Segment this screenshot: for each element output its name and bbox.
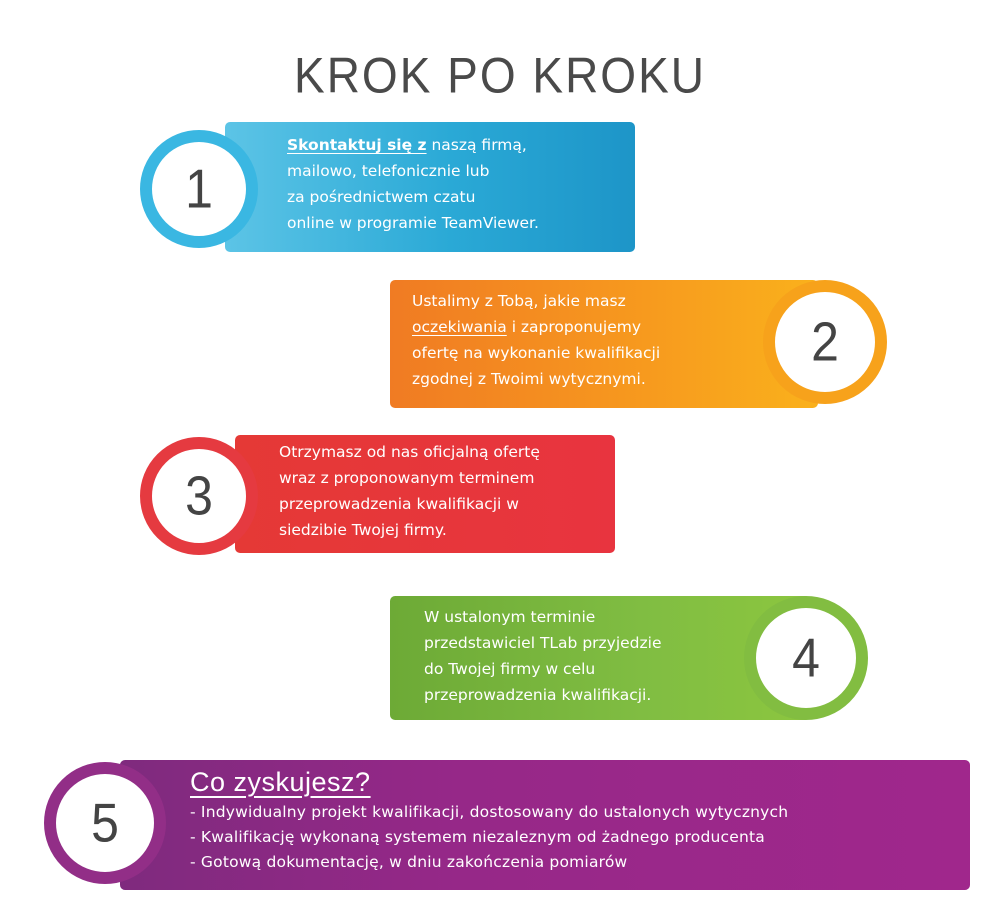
step-3-badge xyxy=(140,437,258,555)
step-2-text xyxy=(412,288,818,392)
step-2-line-2: i zaproponujemy xyxy=(506,318,641,336)
step-2-line-4: zgodnej z Twoimi wytycznymi. xyxy=(412,370,646,388)
step-2-badge xyxy=(763,280,887,404)
page-title: KROK PO KROKU xyxy=(294,46,706,104)
step-1-number: 1 xyxy=(185,158,213,220)
step-5-panel xyxy=(120,760,970,890)
step-1-badge xyxy=(140,130,258,248)
benefit-item: - Kwalifikację wykonaną systemem niezaleznym od żadnego producenta xyxy=(190,828,765,846)
step-1-panel xyxy=(225,122,635,252)
step-3-number: 3 xyxy=(185,465,213,527)
step-1-line-2: mailowo, telefonicznie lub xyxy=(287,162,490,180)
step-4-number: 4 xyxy=(792,627,820,689)
step-3-text xyxy=(279,439,615,543)
step-3-line-2: wraz z proponowanym terminem xyxy=(279,469,535,487)
step-5-badge xyxy=(44,762,166,884)
expectations-link[interactable]: oczekiwania xyxy=(412,318,507,336)
step-4-line-4: przeprowadzenia kwalifikacji. xyxy=(424,686,652,704)
step-2-number: 2 xyxy=(811,311,839,373)
contact-link[interactable]: Skontaktuj się z xyxy=(287,136,427,154)
step-4-badge xyxy=(744,596,868,720)
step-1-line-3: za pośrednictwem czatu xyxy=(287,188,476,206)
step-3-line-1: Otrzymasz od nas oficjalną ofertę xyxy=(279,443,540,461)
step-4-line-3: do Twojej firmy w celu xyxy=(424,660,596,678)
benefits-heading[interactable]: Co zyskujesz? xyxy=(190,767,371,797)
benefit-item: - Indywidualny projekt kwalifikacji, dostosowany do ustalonych wytycznych xyxy=(190,803,789,821)
step-1-line-1: naszą firmą, xyxy=(426,136,527,154)
step-3-line-3: przeprowadzenia kwalifikacji w xyxy=(279,495,519,513)
step-2-line-3: ofertę na wykonanie kwalifikacji xyxy=(412,344,661,362)
step-2-panel xyxy=(390,280,818,408)
step-4-line-1: W ustalonym terminie xyxy=(424,608,596,626)
step-3-panel xyxy=(235,435,615,553)
step-1-line-4: online w programie TeamViewer. xyxy=(287,214,539,232)
step-1-text xyxy=(287,132,635,236)
step-2-line-1: Ustalimy z Tobą, jakie masz xyxy=(412,292,626,310)
step-5-number: 5 xyxy=(91,792,119,854)
benefit-item: - Gotową dokumentację, w dniu zakończenia pomiarów xyxy=(190,853,628,871)
step-3-line-4: siedzibie Twojej firmy. xyxy=(279,521,447,539)
step-4-line-2: przedstawiciel TLab przyjedzie xyxy=(424,634,662,652)
